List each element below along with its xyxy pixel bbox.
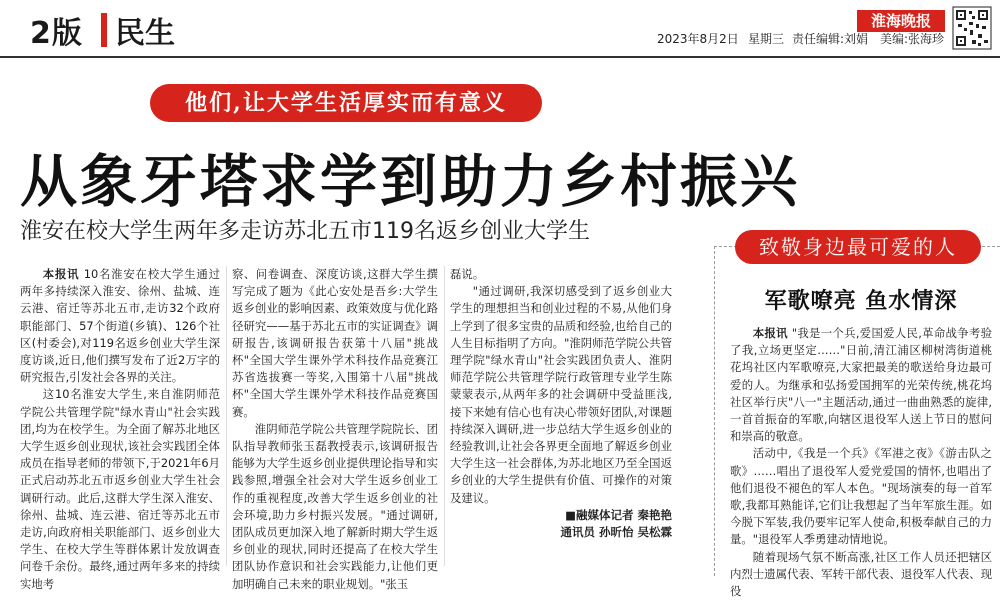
byline-correspondents: 通讯员 孙昕怡 吴松霖 bbox=[560, 525, 672, 540]
article-headline: 从象牙塔求学到助力乡村振兴 bbox=[20, 149, 800, 215]
sidebar-headline: 军歌嘹亮 鱼水情深 bbox=[764, 289, 958, 314]
paragraph bbox=[20, 266, 220, 386]
article-kicker: 他们,让大学生活厚实而有意义 bbox=[150, 84, 542, 122]
article-subheadline: 淮安在校大学生两年多走访苏北五市119名返乡创业大学生 bbox=[20, 219, 590, 244]
article-column-1 bbox=[20, 266, 220, 593]
issue-date: 2023年8月2日 bbox=[657, 32, 739, 46]
column-separator bbox=[444, 266, 445, 566]
issue-weekday: 星期三 bbox=[748, 32, 785, 46]
qr-code-icon[interactable] bbox=[952, 6, 992, 50]
paragraph: 淮阴师范学院公共管理学院院长、团队指导教师张玉磊教授表示,该调研报告能够为大学生返乡创业提供理论指导和实践参照,增强全社会对大学生返乡创业工作的重视程度,改善大学生返乡创业的社会环境,助力乡村振兴发展。"通过调研,团队成员更加深入地了解新时期大学生返乡创业的现状,同时还提高了在校大学生团队协作意识和社会实践能力,让他们更加明确自己未来的职业规划。"张玉 bbox=[232, 421, 438, 591]
paragraph-text: "我是一个兵,爱国爱人民,革命战争考验了我,立场更坚定……"日前,清江浦区柳树湾街道桃花坞社区内军歌嘹亮,大家把最美的歌送给身边最可爱的人。为继承和弘扬爱国拥军的光荣传统,桃花坞社区举行庆"八一"主题活动,通过一曲曲熟悉的旋律,一首首振奋的军歌,向辖区退役军人送上节日的慰问和崇高的敬意。 bbox=[730, 326, 992, 444]
page-number: 2版 bbox=[30, 16, 83, 51]
newspaper-logo: 淮海晚报 bbox=[857, 10, 945, 32]
paragraph: 活动中,《我是一个兵》《军港之夜》《游击队之歌》……唱出了退役军人爱党爱国的情怀,也唱出了他们退役不褪色的军人本色。"现场演奏的每一首军歌,我都耳熟能详,它们让我想起了当年军旅生涯。如今脱下军装,我仍要牢记军人使命,积极奉献自己的力量。"退役军人季勇建动情地说。 bbox=[730, 446, 992, 547]
art-editor: 美编:张海珍 bbox=[880, 32, 945, 46]
sidebar-body bbox=[730, 325, 992, 600]
paragraph-text: 10名淮安在校大学生通过两年多持续深入淮安、徐州、盐城、连云港、宿迁等苏北五市,走访32个政府职能部门、57个街道(乡镇)、126个社区(村委会),对119名返乡创业大学生深度访谈,近日,他们撰写发布了近2万字的研究报告,引发社会各界的关注。 bbox=[20, 267, 220, 385]
section-name: 民生 bbox=[115, 16, 175, 51]
article-column-2 bbox=[232, 266, 438, 593]
byline-reporter: ■融媒体记者 秦艳艳 bbox=[565, 507, 672, 522]
paragraph: 这10名淮安大学生,来自淮阴师范学院公共管理学院"绿水青山"社会实践团,均为在校学生。为全面了解苏北地区大学生返乡创业现状,该社会实践团全体成员在指导老师的带领下,于2021年6月正式启动苏北五市返乡创业大学生社会调研行动。此后,这群大学生深入淮安、徐州、盐城、连云港、宿迁等苏北五市走访,向政府相关职能部门、返乡创业大学生、在校大学生等群体累计发放调查问卷千余份。最终,通过两年多来的持续实地考 bbox=[20, 387, 220, 591]
header-rule bbox=[0, 56, 1000, 58]
paragraph: 随着现场气氛不断高涨,社区工作人员还把辖区内烈士遗属代表、军转干部代表、退役军人代表、现役 bbox=[730, 549, 992, 599]
column-separator bbox=[226, 266, 227, 566]
paragraph: 磊说。 bbox=[450, 267, 485, 281]
lead-tag: 本报讯 bbox=[42, 267, 80, 281]
article-column-3 bbox=[450, 266, 672, 541]
sidebar-kicker: 致敬身边最可爱的人 bbox=[735, 230, 981, 264]
page-header bbox=[0, 0, 1000, 58]
lead-tag: 本报讯 bbox=[752, 326, 788, 340]
section-divider-bar bbox=[101, 13, 107, 47]
paragraph: 察、问卷调查、深度访谈,这群大学生撰写完成了题为《此心安处是吾乡:大学生返乡创业的影响因素、政策效度与优化路径研究——基于苏北五市的实证调查》调研报告,该调研报告获第十八届"挑战杯"全国大学生课外学术科技作品竞赛江苏省选拔赛一等奖,入围第十八届"挑战杯"全国大学生课外学术科技作品竞赛国赛。 bbox=[232, 267, 438, 419]
paragraph: "通过调研,我深切感受到了返乡创业大学生的理想担当和创业过程的不易,从他们身上学到了很多宝贵的品质和经验,也给自己的人生目标指明了方向。"淮阴师范学院公共管理学院"绿水青山"社会实践团负责人、淮阴师范学院公共管理学院行政管理专业学生陈蒙蒙表示,从两年多的社会调研中受益匪浅,接下来她有信心也有决心带领好团队,对课题持续深入调研,进一步总结大学生返乡创业的经验教训,让社会各界更全面地了解返乡创业大学生这一社会群体,为苏北地区乃至全国返乡创业的大学生提供有价值、可操作的对策及建议。 bbox=[450, 284, 672, 505]
responsible-editor: 责任编辑:刘娟 bbox=[792, 32, 869, 46]
paragraph bbox=[730, 325, 992, 445]
